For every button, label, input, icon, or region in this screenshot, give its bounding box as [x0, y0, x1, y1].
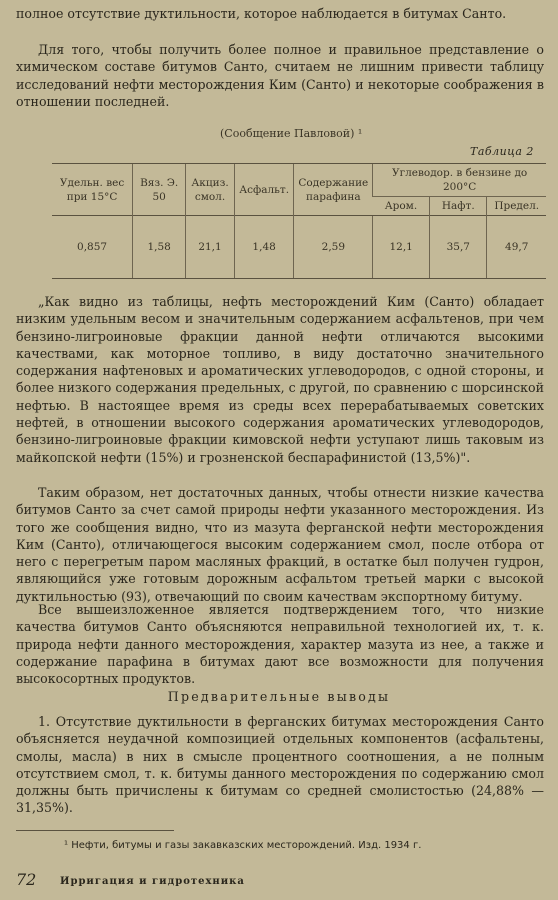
value-asphaltenes: 1,48: [234, 216, 294, 279]
paragraph-conclusion-1: Таким образом, нет достаточных данных, чтобы отнести низкие качества битумов Санто за счет самой природы нефти указанного месторождения. Из того же сообщения видно, что из мазута ферганской нефти месторождения Ким (Санто), отличающегося высоким содержанием смол, после отбора от него с перегретым паром масляных фракций, в остатке был получен гудрон, являющийся уже готовым дорожным асфальтом третьей марки с высокой дуктильностью (93), отвечающий по своим качествам экспортному битуму.: [16, 485, 544, 604]
header-paraffin-content: Содержание парафина: [294, 164, 373, 216]
paragraph-quote: „Как видно из таблицы, нефть месторождений Ким (Санто) обладает низким удельным весом и значительным содержанием асфальтенов, при чем бензино-лигроиновые фракции данной нефти отличаются высокими качествами, как моторное топливо, в виду достаточно значительного содержания нафтеновых и ароматических углеводородов, с одной стороны, и более низкого содержания предельных, с другой, по сравнению с шорсинской нефтью. В настоящее время из среды всех перерабатываемых советских нефтей, в отношении высокого содержания ароматических углеводородов, бензино-лигроиновые фракции кимовской нефти уступают лишь таковым из майкопской нефти (15%) и грозненской беспарафинистой (13,5%)".: [16, 294, 544, 465]
value-aromatic: 12,1: [373, 216, 430, 279]
header-paraffinic: Предел.: [487, 197, 546, 216]
header-naphthenic: Нафт.: [430, 197, 487, 216]
analysis-table: [52, 163, 546, 279]
value-paraffin-content: 2,59: [294, 216, 373, 279]
header-acid-resins: Акциз. смол.: [186, 164, 235, 216]
section-heading: Предварительные выводы: [167, 689, 391, 704]
paragraph-continuation: полное отсутствие дуктильности, которое наблюдается в битумах Санто.: [16, 6, 507, 21]
running-title: Ирригация и гидротехника: [60, 876, 245, 887]
header-aromatic: Аром.: [373, 197, 430, 216]
paragraph-intro: Для того, чтобы получить более полное и правильное представление о химическом составе битумов Санто, считаем не лишним привести таблицу исследований нефти месторождения Ким (Санто) и некоторые соображения в отношении последней.: [16, 42, 544, 109]
table-source-note: (Сообщение Павловой) ¹: [220, 127, 363, 140]
value-paraffinic: 49,7: [487, 216, 546, 279]
header-asphaltenes: Асфальт.: [234, 164, 294, 216]
footnote-divider: [16, 830, 174, 831]
value-viscosity: 1,58: [133, 216, 186, 279]
header-viscosity: Вяз. Э. 50: [133, 164, 186, 216]
header-specific-gravity: Удельн. вес при 15°С: [52, 164, 133, 216]
page-number: 72: [16, 870, 37, 889]
value-acid-resins: 21,1: [186, 216, 235, 279]
value-specific-gravity: 0,857: [52, 216, 133, 279]
value-naphthenic: 35,7: [430, 216, 487, 279]
paragraph-conclusion-2: Все вышеизложенное является подтверждением того, что низкие качества битумов Санто объясняются неправильной технологией их, т. к. природа нефти данного месторождения, характер мазута из нее, а также и содержание парафина в битумах дают все возможности для получения высокосортных продуктов.: [16, 602, 544, 687]
table-number: Таблица 2: [470, 145, 534, 158]
paragraph-finding-1: 1. Отсутствие дуктильности в ферганских битумах месторождения Санто объясняется неудачной композицией отдельных компонентов (асфальтены, смолы, масла) в них в смысле процентного соотношения, а не полным отсутствием смол, т. к. битумы данного месторождения по содержанию смол должны быть причислены к битумам со средней смолистостью (24,88% — 31,35%).: [16, 714, 544, 816]
footnote: ¹ Нефти, битумы и газы закавказских месторождений. Изд. 1934 г.: [64, 840, 422, 851]
header-hydrocarbons-group: Углеводор. в бензине до 200°С: [373, 164, 546, 197]
